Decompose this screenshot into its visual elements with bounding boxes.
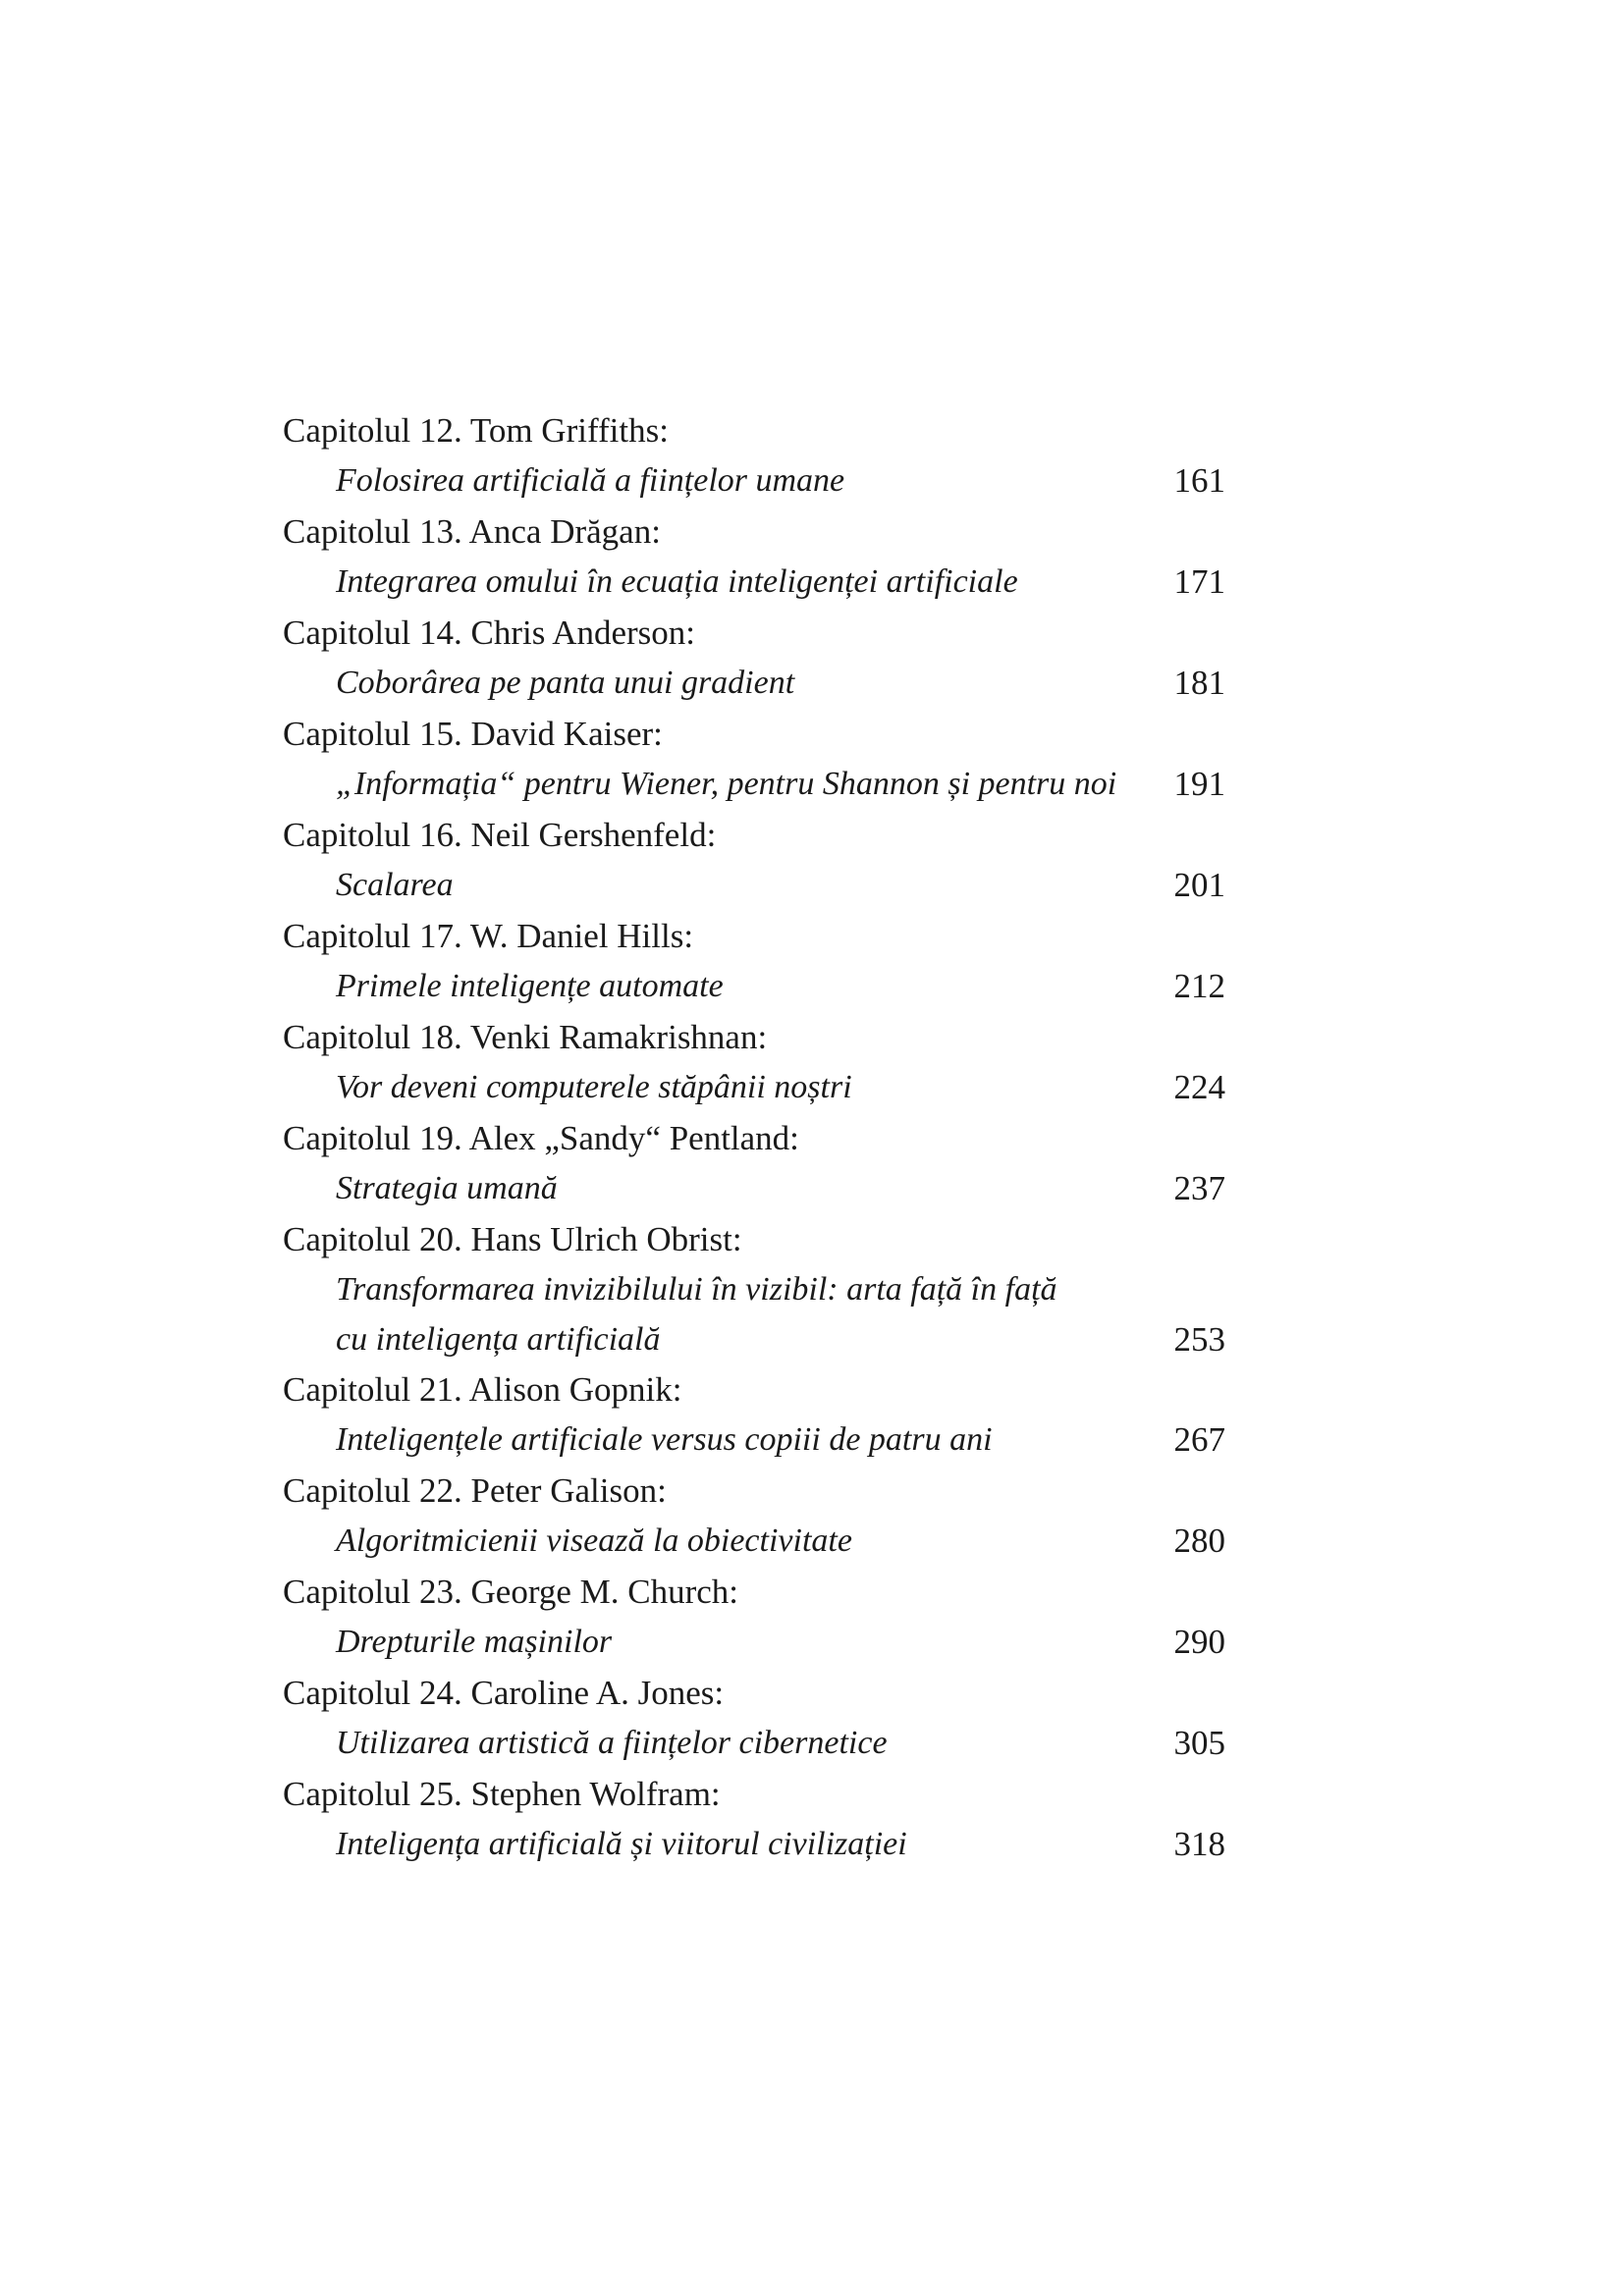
chapter-subtitle-continued <box>283 1315 1245 1364</box>
toc-entry <box>283 1215 1245 1365</box>
chapter-subtitle-text: Vor deveni computerele stăpânii noștri <box>336 1069 852 1105</box>
chapter-subtitle-text: Scalarea <box>336 867 454 903</box>
chapter-subtitle-text: Utilizarea artistică a ființelor cibernetice <box>336 1725 888 1761</box>
chapter-subtitle <box>283 1415 1245 1465</box>
page-number: 237 <box>1173 1169 1225 1207</box>
toc-entry <box>283 406 1245 507</box>
toc-entry <box>283 1365 1245 1467</box>
chapter-heading: Capitolul 18. Venki Ramakrishnan: <box>283 1018 768 1056</box>
chapter-subtitle <box>283 1265 1245 1314</box>
chapter-subtitle <box>283 1164 1245 1213</box>
page-number: 201 <box>1173 866 1225 904</box>
chapter-subtitle-text: Folosirea artificială a ființelor umane <box>336 462 845 499</box>
chapter-subtitle-text: Coborârea pe panta unui gradient <box>336 665 795 701</box>
chapter-subtitle-text: Integrarea omului în ecuația inteligenței artificiale <box>336 563 1018 600</box>
chapter-heading: Capitolul 12. Tom Griffiths: <box>283 411 669 450</box>
toc-entry <box>283 1114 1245 1215</box>
toc-entry <box>283 1770 1245 1871</box>
page-number: 181 <box>1173 664 1225 702</box>
chapter-subtitle <box>283 962 1245 1011</box>
toc-entry <box>283 1568 1245 1669</box>
toc-entry <box>283 811 1245 912</box>
page-number: 191 <box>1173 765 1225 803</box>
toc-entry <box>283 912 1245 1013</box>
chapter-subtitle-text: Inteligențele artificiale versus copiii de patru ani <box>336 1421 993 1458</box>
chapter-heading: Capitolul 16. Neil Gershenfeld: <box>283 816 717 854</box>
page-number: 290 <box>1173 1623 1225 1661</box>
toc-entry <box>283 609 1245 710</box>
page-number: 212 <box>1173 967 1225 1005</box>
table-of-contents <box>283 406 1245 1871</box>
chapter-subtitle-text: cu inteligența artificială <box>336 1321 661 1358</box>
toc-entry <box>283 1467 1245 1568</box>
chapter-subtitle-text: Drepturile mașinilor <box>336 1624 613 1660</box>
chapter-subtitle <box>283 760 1245 809</box>
chapter-subtitle-text: Algoritmicienii visează la obiectivitate <box>336 1522 852 1559</box>
toc-entry <box>283 710 1245 811</box>
chapter-heading: Capitolul 13. Anca Drăgan: <box>283 512 661 551</box>
chapter-heading: Capitolul 17. W. Daniel Hills: <box>283 917 694 955</box>
page-number: 305 <box>1173 1724 1225 1762</box>
chapter-heading: Capitolul 20. Hans Ulrich Obrist: <box>283 1220 742 1258</box>
page-number: 253 <box>1173 1320 1225 1359</box>
toc-entry <box>283 1669 1245 1770</box>
chapter-heading: Capitolul 25. Stephen Wolfram: <box>283 1775 721 1813</box>
page-number: 171 <box>1173 562 1225 601</box>
chapter-subtitle <box>283 558 1245 607</box>
page-number: 280 <box>1173 1522 1225 1560</box>
toc-entry <box>283 507 1245 609</box>
toc-entry <box>283 1013 1245 1114</box>
chapter-subtitle <box>283 1063 1245 1112</box>
page-number: 224 <box>1173 1068 1225 1106</box>
chapter-subtitle <box>283 1820 1245 1869</box>
chapter-subtitle <box>283 1618 1245 1667</box>
chapter-subtitle-text: Transformarea invizibilului în vizibil: arta față în față <box>336 1271 1057 1308</box>
chapter-subtitle-text: Strategia umană <box>336 1170 558 1206</box>
page-number: 161 <box>1173 461 1225 500</box>
chapter-subtitle-text: Inteligența artificială și viitorul civilizației <box>336 1826 907 1862</box>
page-number: 318 <box>1173 1825 1225 1863</box>
chapter-heading: Capitolul 15. David Kaiser: <box>283 715 663 753</box>
chapter-heading: Capitolul 22. Peter Galison: <box>283 1471 667 1510</box>
chapter-subtitle <box>283 659 1245 708</box>
chapter-heading: Capitolul 21. Alison Gopnik: <box>283 1370 682 1409</box>
chapter-subtitle <box>283 861 1245 910</box>
page-number: 267 <box>1173 1420 1225 1459</box>
chapter-heading: Capitolul 23. George M. Church: <box>283 1573 739 1611</box>
chapter-subtitle <box>283 1517 1245 1566</box>
chapter-subtitle <box>283 1719 1245 1768</box>
chapter-heading: Capitolul 14. Chris Anderson: <box>283 614 695 652</box>
chapter-subtitle-text: „Informația“ pentru Wiener, pentru Shannon și pentru noi <box>336 766 1117 802</box>
chapter-heading: Capitolul 19. Alex „Sandy“ Pentland: <box>283 1119 799 1157</box>
chapter-subtitle <box>283 456 1245 506</box>
chapter-subtitle-text: Primele inteligențe automate <box>336 968 724 1004</box>
chapter-heading: Capitolul 24. Caroline A. Jones: <box>283 1674 725 1712</box>
